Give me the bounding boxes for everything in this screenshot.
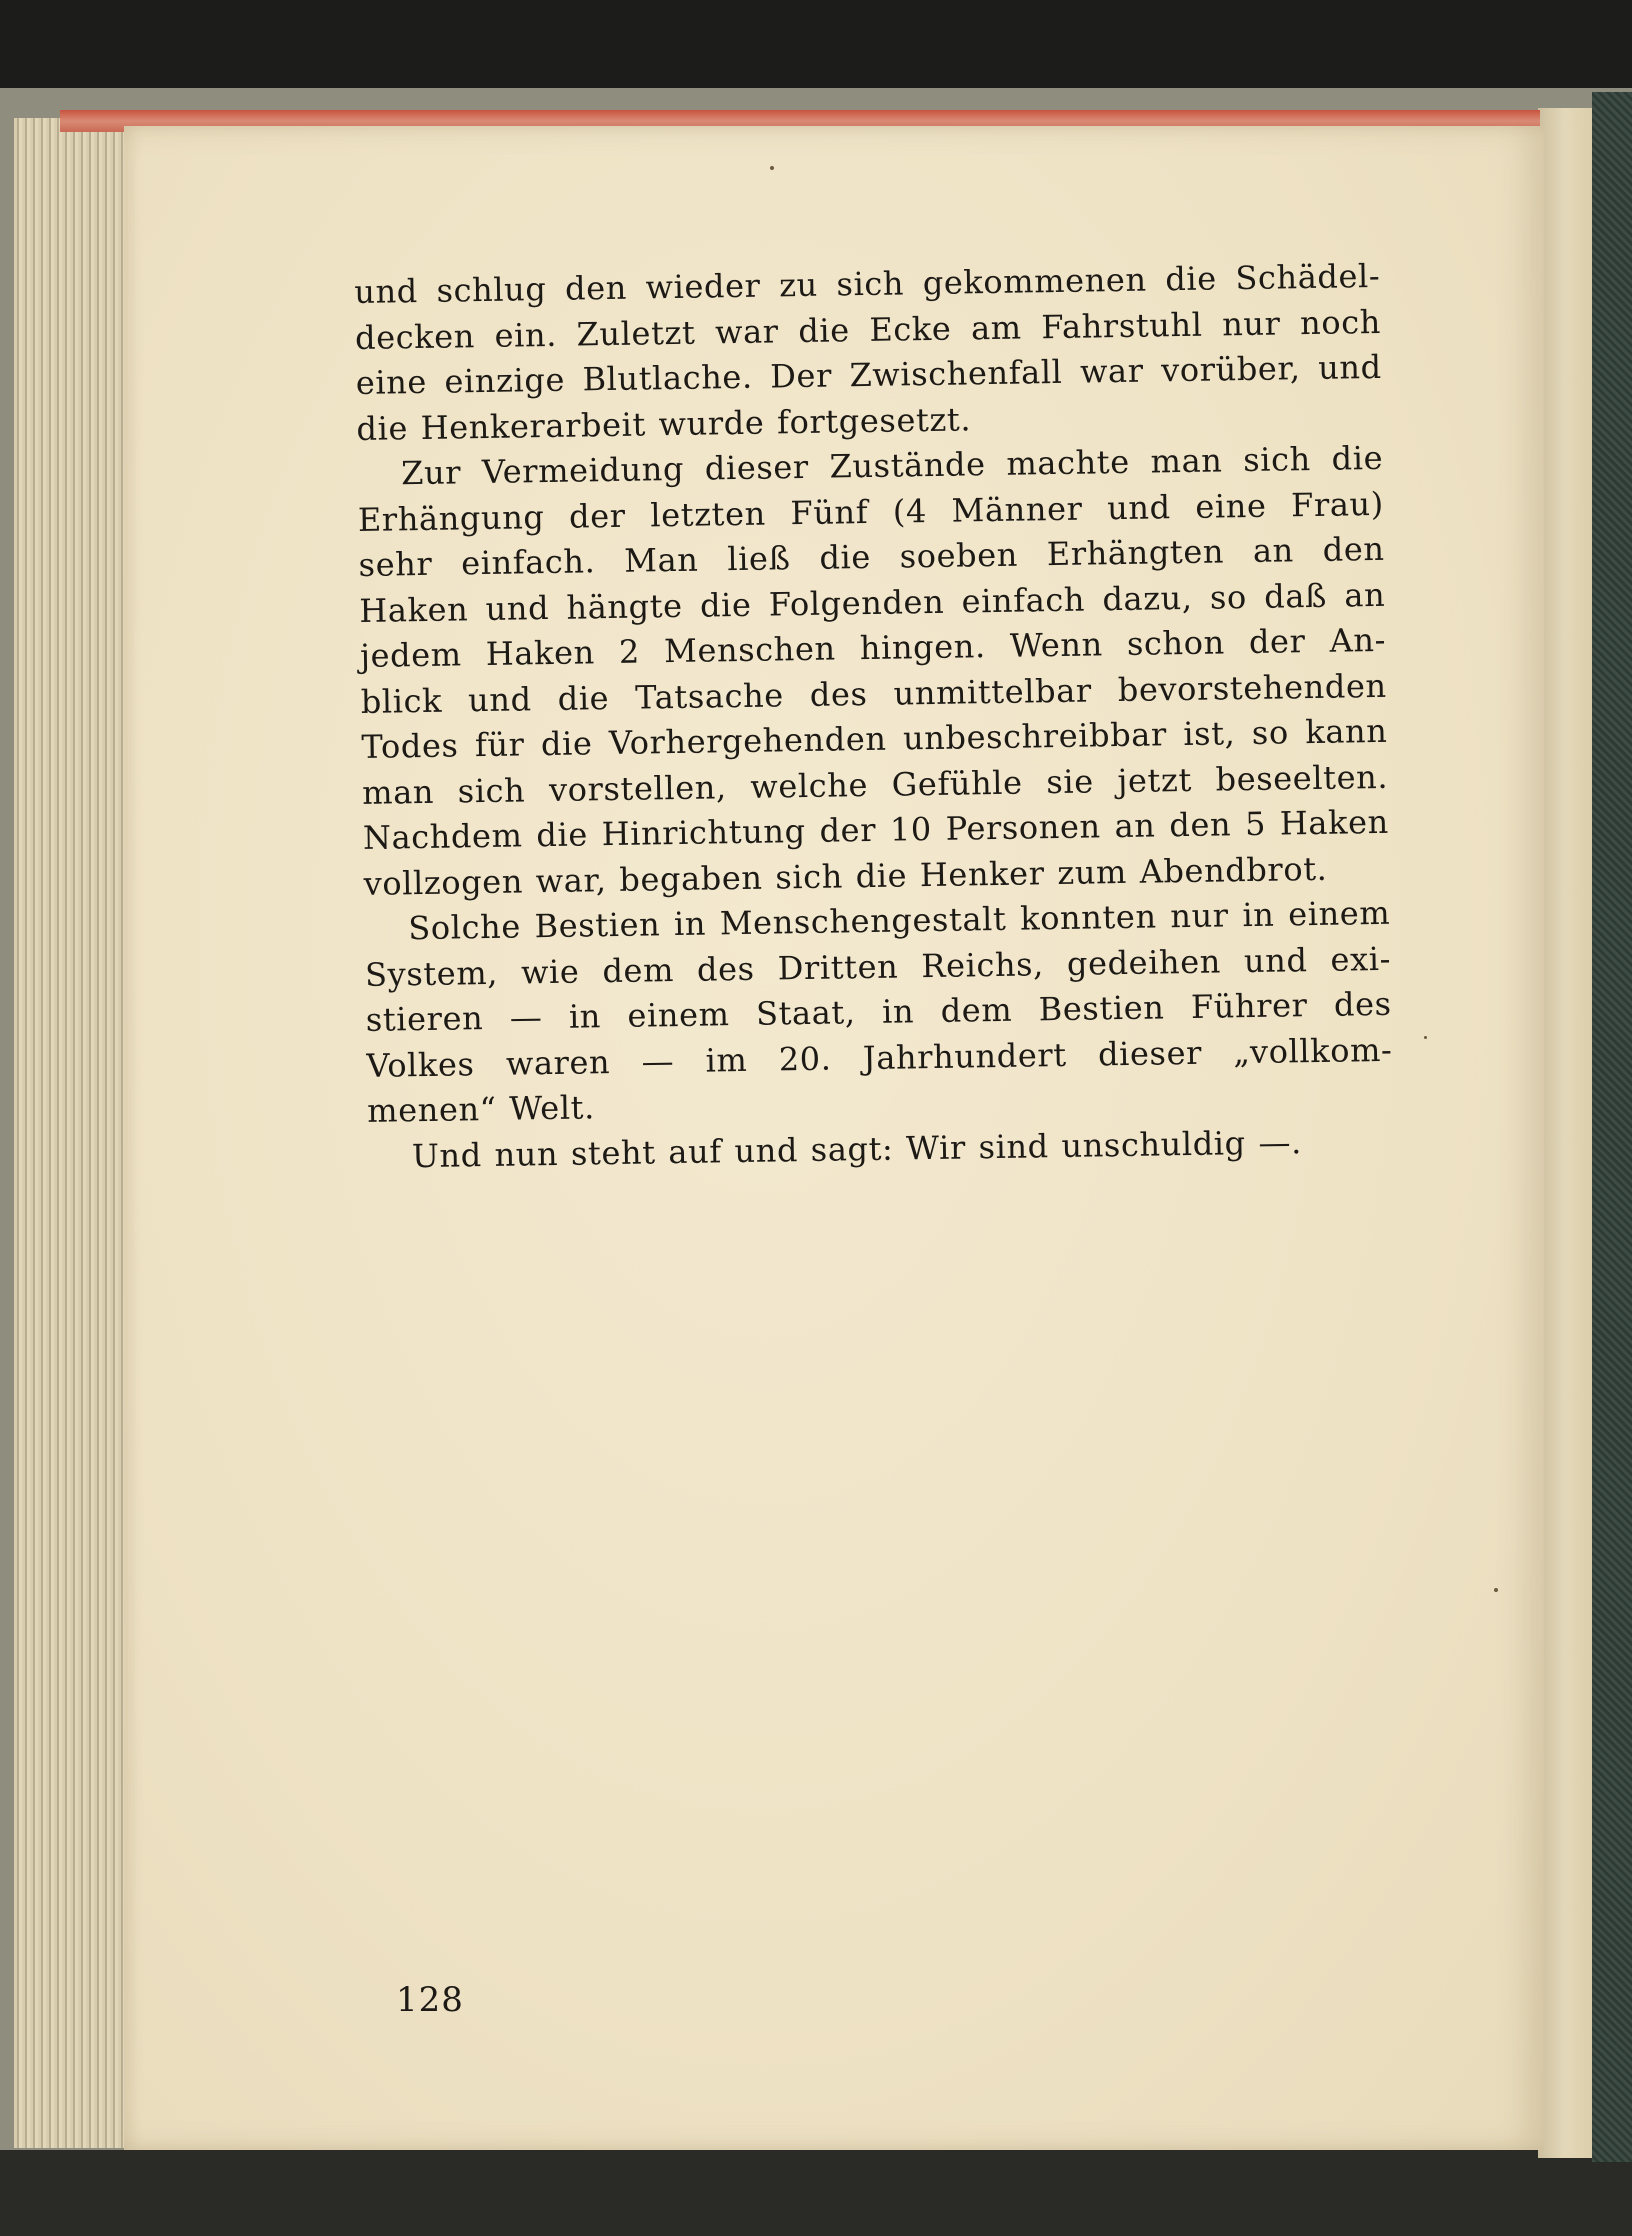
facing-page-edge (1538, 108, 1598, 2158)
text-line: System, wie dem des Dritten Reichs, gedeihen und exi- (364, 939, 1392, 994)
body-text (354, 254, 1394, 1180)
paper-speck (1494, 1588, 1498, 1592)
text-line: Zur Vermeidung dieser Zustände machte man sich die (400, 438, 1384, 493)
text-line: stieren — in einem Staat, in dem Bestien Führer des (365, 984, 1392, 1039)
text-line: eine einzige Blutlache. Der Zwischenfall war vorüber, und (355, 347, 1382, 402)
text-line: menen“ Welt. (366, 1088, 596, 1130)
background-surface (0, 2150, 1632, 2236)
text-line: sehr einfach. Man ließ die soeben Erhängten an den (358, 529, 1385, 584)
text-line: Haken und hängte die Folgenden einfach dazu, so daß an (359, 575, 1386, 630)
paper-speck (770, 166, 774, 170)
text-line: jedem Haken 2 Menschen hingen. Wenn schon der An- (359, 620, 1387, 675)
page-edges (14, 118, 134, 2148)
text-line: Volkes waren — im 20. Jahrhundert dieser „vollkom- (366, 1030, 1393, 1085)
cloth-spine (1592, 92, 1632, 2162)
text-line: Erhängung der letzten Fünf (4 Männer und eine Frau) (357, 484, 1385, 539)
page-number: 128 (396, 1980, 464, 2020)
text-line: decken ein. Zuletzt war die Ecke am Fahrstuhl nur noch (354, 302, 1382, 357)
text-line: Nachdem die Hinrichtung der 10 Personen an den 5 Haken (362, 802, 1390, 857)
text-line: Solche Bestien in Menschengestalt konnten nur in einem (408, 893, 1391, 948)
text-line: man sich vorstellen, welche Gefühle sie jetzt beseelten. (361, 757, 1389, 812)
text-line: blick und die Tatsache des unmittelbar bevorstehenden (360, 666, 1387, 721)
text-line: und schlug den wieder zu sich gekommenen die Schädel- (354, 256, 1381, 311)
paper-speck (1424, 1036, 1427, 1039)
text-line: die Henkerarbeit wurde fortgesetzt. (356, 399, 972, 448)
text-line: Todes für die Vorhergehenden unbeschreibbar ist, so kann (361, 711, 1388, 766)
text-line: Und nun steht auf und sagt: Wir sind unschuldig —. (411, 1122, 1303, 1175)
text-line: vollzogen war, begaben sich die Henker zum Abendbrot. (363, 849, 1328, 903)
